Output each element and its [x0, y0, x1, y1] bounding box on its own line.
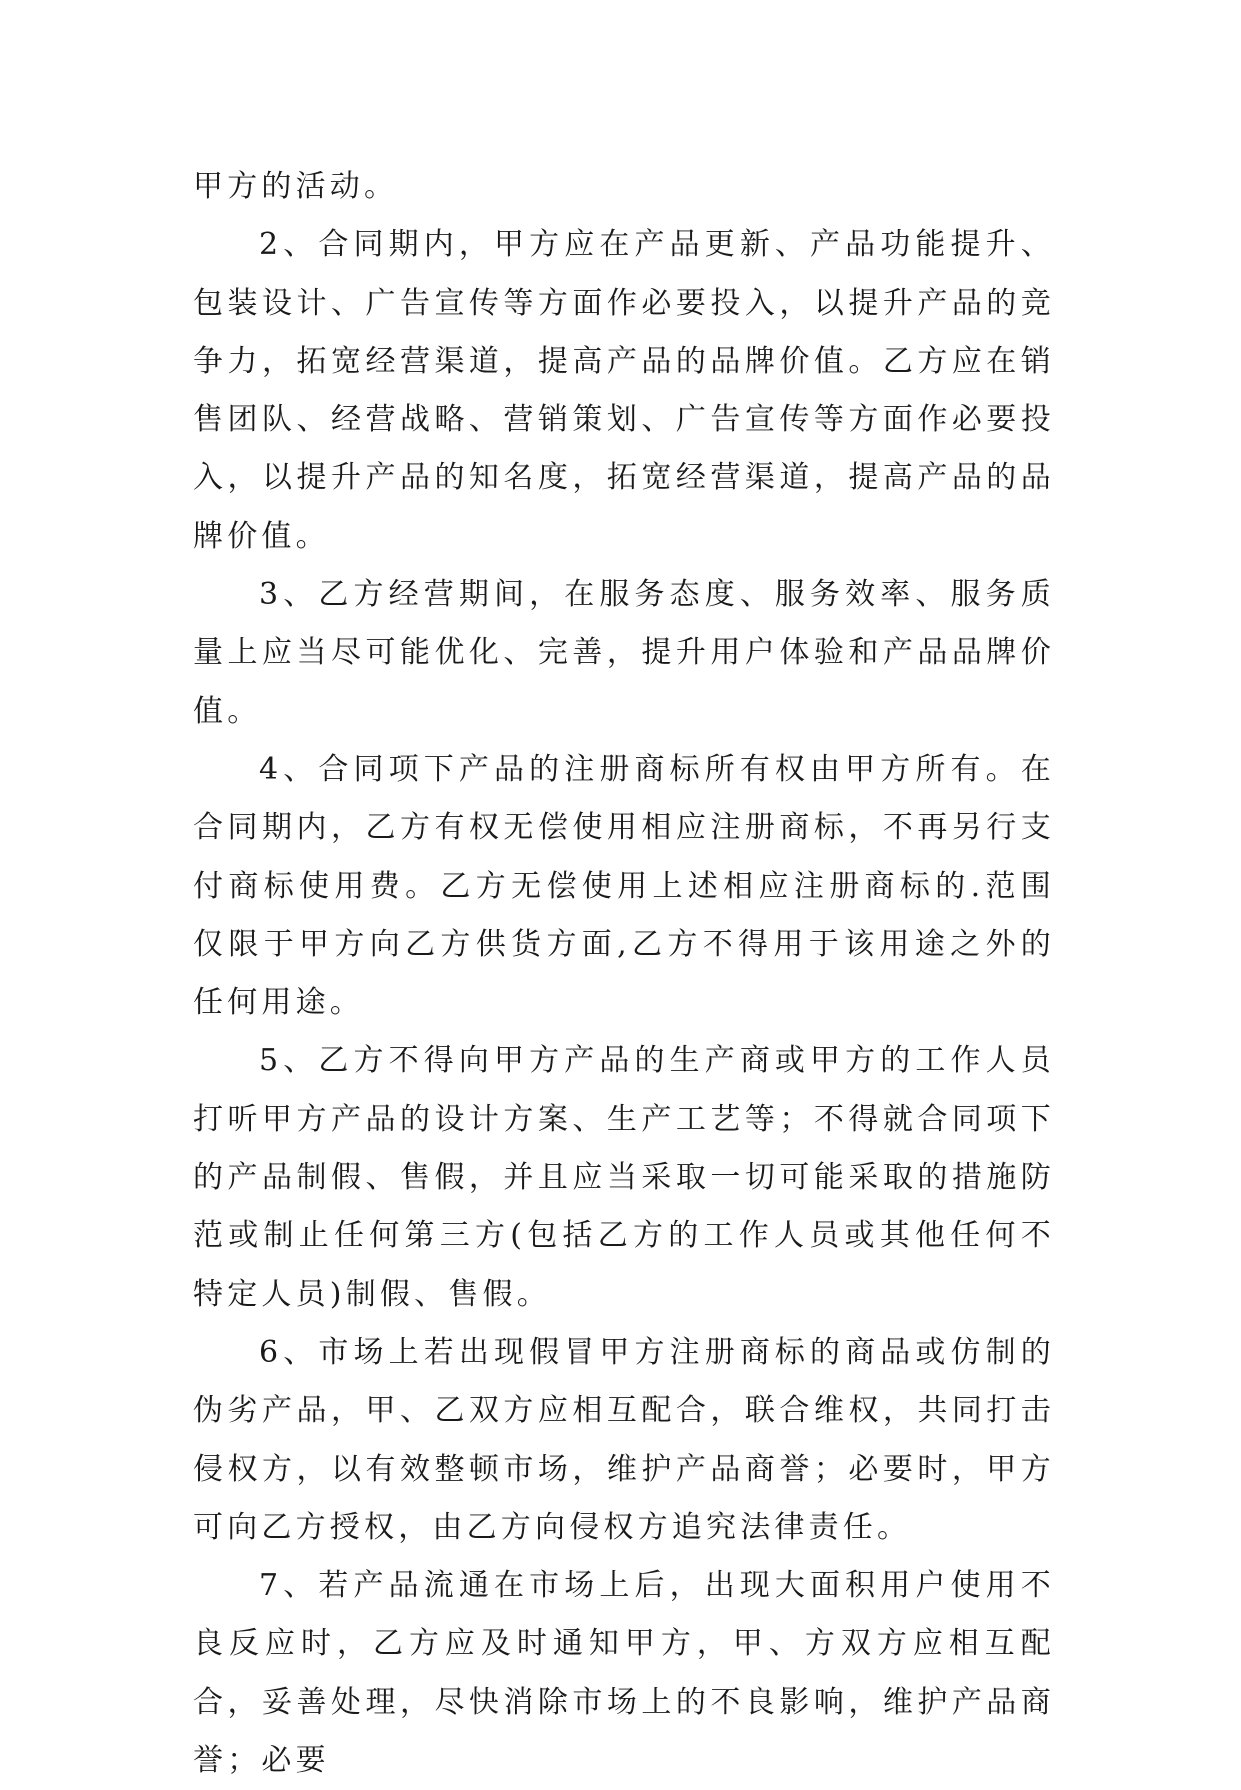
- paragraph-clause-4: 4、合同项下产品的注册商标所有权由甲方所有。在合同期内，乙方有权无偿使用相应注册商标，不再另行支付商标使用费。乙方无偿使用上述相应注册商标的.范围仅限于甲方向乙方供货方面,乙方不得用于该用途之外的任何用途。: [193, 751, 1055, 1021]
- paragraph-clause-2: 2、合同期内，甲方应在产品更新、产品功能提升、包装设计、广告宣传等方面作必要投入，以提升产品的竞争力，拓宽经营渠道，提高产品的品牌价值。乙方应在销售团队、经营战略、营销策划、广告宣传等方面作必要投入，以提升产品的知名度，拓宽经营渠道，提高产品的品牌价值。: [193, 227, 1055, 554]
- paragraph-clause-7: 7、若产品流通在市场上后，出现大面积用户使用不良反应时，乙方应及时通知甲方，甲、方双方应相互配合，妥善处理，尽快消除市场上的不良影响，维护产品商誉；必要: [193, 1568, 1055, 1779]
- document-body: [193, 158, 1055, 1790]
- paragraph-clause-5: 5、乙方不得向甲方产品的生产商或甲方的工作人员打听甲方产品的设计方案、生产工艺等；不得就合同项下的产品制假、售假，并且应当采取一切可能采取的措施防范或制止任何第三方(包括乙方的工作人员或其他任何不特定人员)制假、售假。: [193, 1043, 1055, 1312]
- paragraph-clause-6: 6、市场上若出现假冒甲方注册商标的商品或仿制的伪劣产品，甲、乙双方应相互配合，联合维权，共同打击侵权方，以有效整顿市场，维护产品商誉；必要时，甲方可向乙方授权，由乙方向侵权方追究法律责任。: [193, 1334, 1055, 1545]
- paragraph-clause-3: 3、乙方经营期间，在服务态度、服务效率、服务质量上应当尽可能优化、完善，提升用户体验和产品品牌价值。: [193, 577, 1055, 729]
- paragraph-continuation: 甲方的活动。: [193, 169, 399, 204]
